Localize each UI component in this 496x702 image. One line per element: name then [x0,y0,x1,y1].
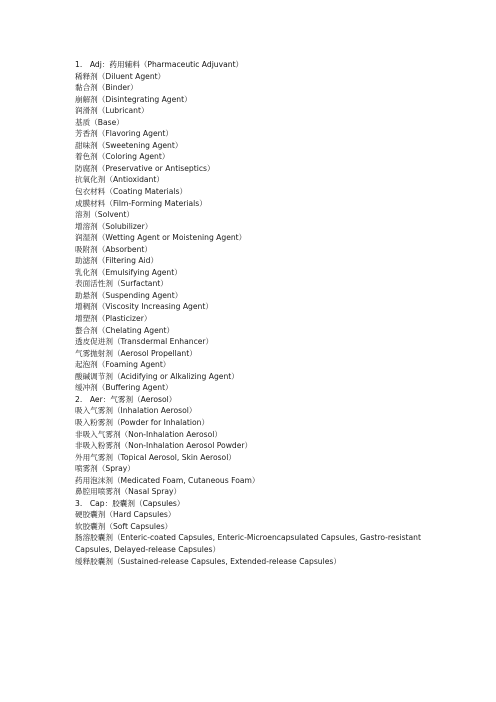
text-line: 润滑剂（Lubricant） [75,106,149,116]
text-line: 增稠剂（Viscosity Increasing Agent） [75,302,213,312]
section-heading: 1. Adj：药用辅料（Pharmaceutic Adjuvant） [75,60,244,69]
text-line: 黏合剂（Binder） [75,83,138,93]
text-line: 吸入粉雾剂（Powder for Inhalation） [75,417,210,427]
text-line: 软胶囊剂（Soft Capsules） [75,521,173,531]
text-line: 酸碱调节剂（Acidifying or Alkalizing Agent） [75,371,239,381]
text-line: 表面活性剂（Surfactant） [75,279,168,289]
text-line: 鼻腔用喷雾剂（Nasal Spray） [75,487,182,497]
text-line: 喷雾剂（Spray） [75,464,135,474]
text-line: 甜味剂（Sweetening Agent） [75,140,183,150]
text-line: 肠溶胶囊剂（Enteric-coated Capsules, Enteric-Microencapsulated Capsules, Gastro-resistant [75,533,421,543]
text-line: 防腐剂（Preservative or Antiseptics） [75,163,215,173]
text-line: 气雾抛射剂（Aerosol Propellant） [75,348,197,358]
text-line: 非吸入气雾剂（Non-Inhalation Aerosol） [75,429,222,439]
text-line: 稀释剂（Diluent Agent） [75,71,166,81]
text-line: 基质（Base） [75,117,124,127]
text-line: 润湿剂（Wetting Agent or Moistening Agent） [75,233,247,243]
text-line: 助滤剂（Filtering Aid） [75,256,159,266]
text-line: 吸入气雾剂（Inhalation Aerosol） [75,406,197,416]
text-line: 起泡剂（Foaming Agent） [75,360,171,370]
section-heading: 3. Cap：胶囊剂（Capsules） [75,498,185,508]
text-line: 芳香剂（Flavoring Agent） [75,129,173,139]
text-line: 崩解剂（Disintegrating Agent） [75,94,192,104]
text-line: 药用泡沫剂（Medicated Foam, Cutaneous Foam） [75,475,260,485]
text-line: 着色剂（Coloring Agent） [75,152,170,162]
document-body [75,59,475,567]
text-line: 透皮促进剂（Transdermal Enhancer） [75,337,214,347]
text-line: 包衣材料（Coating Materials） [75,187,188,197]
text-line: 溶剂（Solvent） [75,210,134,220]
text-line: 硬胶囊剂（Hard Capsules） [75,510,176,520]
text-line: 吸附剂（Absorbent） [75,244,152,254]
text-line: 增塑剂（Plasticizer） [75,314,152,324]
text-line: 螯合剂（Chelating Agent） [75,325,175,335]
text-line: 增溶剂（Solubilizer） [75,221,153,231]
text-line: 抗氧化剂（Antioxidant） [75,175,164,185]
text-line: 外用气雾剂（Topical Aerosol, Skin Aerosol） [75,452,236,462]
text-line: Capsules, Delayed-release Capsules） [75,544,221,554]
text-line: 乳化剂（Emulsifying Agent） [75,267,182,277]
text-line: 非吸入粉雾剂（Non-Inhalation Aerosol Powder） [75,441,253,451]
text-line: 成膜材料（Film-Forming Materials） [75,198,207,208]
text-line: 助悬剂（Suspending Agent） [75,290,183,300]
text-line: 缓释胶囊剂（Sustained-release Capsules, Extended-release Capsules） [75,556,341,566]
text-line: 缓冲剂（Buffering Agent） [75,383,173,393]
section-heading: 2. Aer：气雾剂（Aerosol） [75,394,177,404]
